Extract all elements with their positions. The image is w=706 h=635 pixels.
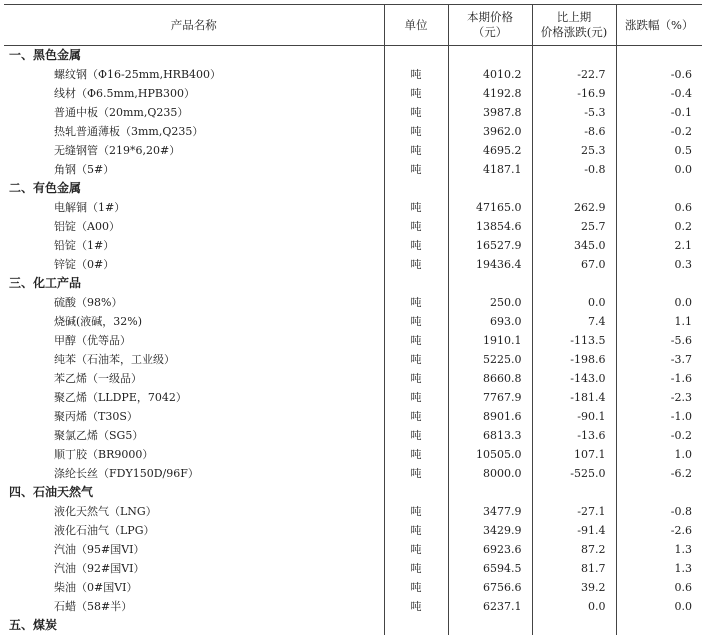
unit-cell: 吨 (384, 350, 448, 369)
price-change-cell: 81.7 (532, 559, 616, 578)
category-unit-empty (384, 483, 448, 502)
current-price-cell: 6813.3 (448, 426, 532, 445)
product-name: 液化石油气（LPG） (4, 521, 384, 540)
category-title: 二、有色金属 (4, 179, 384, 198)
current-price-cell: 6756.6 (448, 578, 532, 597)
unit-cell: 吨 (384, 141, 448, 160)
table-row (4, 559, 702, 578)
product-name: 柴油（0#国VI） (4, 578, 384, 597)
product-name: 苯乙烯（一级品） (4, 369, 384, 388)
header-current-price-line1: 本期价格 (449, 10, 532, 25)
header-current-price-line2: （元） (449, 25, 532, 40)
current-price-cell: 4695.2 (448, 141, 532, 160)
change-percent-cell: -0.2 (616, 122, 702, 141)
change-percent-cell: 0.0 (616, 160, 702, 179)
price-change-cell: -525.0 (532, 464, 616, 483)
change-percent-cell: 0.2 (616, 217, 702, 236)
price-change-cell: -13.6 (532, 426, 616, 445)
table-row (4, 445, 702, 464)
product-name: 热轧普通薄板（3mm,Q235） (4, 122, 384, 141)
category-pct-empty (616, 616, 702, 635)
current-price-cell: 13854.6 (448, 217, 532, 236)
product-name: 铅锭（1#） (4, 236, 384, 255)
category-unit-empty (384, 616, 448, 635)
product-name: 角钢（5#） (4, 160, 384, 179)
current-price-cell: 1910.1 (448, 331, 532, 350)
header-current-price (448, 5, 532, 46)
product-name: 纯苯（石油苯，工业级） (4, 350, 384, 369)
unit-cell: 吨 (384, 559, 448, 578)
unit-cell: 吨 (384, 464, 448, 483)
unit-cell: 吨 (384, 122, 448, 141)
category-price-empty (448, 46, 532, 66)
unit-cell: 吨 (384, 65, 448, 84)
price-change-cell: -91.4 (532, 521, 616, 540)
product-name: 汽油（92#国VI） (4, 559, 384, 578)
category-price-empty (448, 616, 532, 635)
product-name: 硫酸（98%） (4, 293, 384, 312)
unit-cell: 吨 (384, 331, 448, 350)
price-change-cell: -5.3 (532, 103, 616, 122)
unit-cell: 吨 (384, 293, 448, 312)
price-change-cell: 39.2 (532, 578, 616, 597)
price-change-cell: 0.0 (532, 597, 616, 616)
current-price-cell: 4187.1 (448, 160, 532, 179)
category-change-empty (532, 483, 616, 502)
change-percent-cell: -0.8 (616, 502, 702, 521)
product-name: 锌锭（0#） (4, 255, 384, 274)
price-change-cell: 345.0 (532, 236, 616, 255)
header-price-change-line1: 比上期 (533, 10, 616, 25)
change-percent-cell: -0.2 (616, 426, 702, 445)
price-change-cell: 7.4 (532, 312, 616, 331)
table-row (4, 521, 702, 540)
current-price-cell: 6594.5 (448, 559, 532, 578)
change-percent-cell: -3.7 (616, 350, 702, 369)
table-row (4, 331, 702, 350)
category-row (4, 616, 702, 635)
table-row (4, 407, 702, 426)
table-row (4, 426, 702, 445)
price-change-cell: 67.0 (532, 255, 616, 274)
table-row (4, 84, 702, 103)
unit-cell: 吨 (384, 198, 448, 217)
change-percent-cell: -6.2 (616, 464, 702, 483)
table-row (4, 255, 702, 274)
table-row (4, 236, 702, 255)
table-row (4, 198, 702, 217)
product-name: 普通中板（20mm,Q235） (4, 103, 384, 122)
table-row (4, 141, 702, 160)
change-percent-cell: 0.0 (616, 597, 702, 616)
price-change-cell: -143.0 (532, 369, 616, 388)
change-percent-cell: -0.4 (616, 84, 702, 103)
unit-cell: 吨 (384, 540, 448, 559)
current-price-cell: 47165.0 (448, 198, 532, 217)
current-price-cell: 4010.2 (448, 65, 532, 84)
table-row (4, 350, 702, 369)
unit-cell: 吨 (384, 312, 448, 331)
category-change-empty (532, 46, 616, 66)
unit-cell: 吨 (384, 407, 448, 426)
product-name: 甲醇（优等品） (4, 331, 384, 350)
price-change-cell: -22.7 (532, 65, 616, 84)
category-row (4, 274, 702, 293)
table-row (4, 597, 702, 616)
category-unit-empty (384, 274, 448, 293)
unit-cell: 吨 (384, 502, 448, 521)
header-change-percent: 涨跌幅（%） (616, 5, 702, 46)
product-name: 涤纶长丝（FDY150D/96F） (4, 464, 384, 483)
category-title: 一、黑色金属 (4, 46, 384, 66)
current-price-cell: 3429.9 (448, 521, 532, 540)
table-body (4, 46, 702, 635)
unit-cell: 吨 (384, 84, 448, 103)
unit-cell: 吨 (384, 217, 448, 236)
unit-cell: 吨 (384, 236, 448, 255)
product-name: 汽油（95#国VI） (4, 540, 384, 559)
category-pct-empty (616, 274, 702, 293)
category-price-empty (448, 179, 532, 198)
change-percent-cell: 1.0 (616, 445, 702, 464)
price-change-cell: 262.9 (532, 198, 616, 217)
change-percent-cell: -5.6 (616, 331, 702, 350)
unit-cell: 吨 (384, 445, 448, 464)
category-change-empty (532, 179, 616, 198)
category-change-empty (532, 274, 616, 293)
current-price-cell: 6237.1 (448, 597, 532, 616)
table-row (4, 293, 702, 312)
table-row (4, 122, 702, 141)
table-row (4, 160, 702, 179)
current-price-cell: 8000.0 (448, 464, 532, 483)
table-row (4, 388, 702, 407)
product-name: 聚氯乙烯（SG5） (4, 426, 384, 445)
table-row (4, 578, 702, 597)
category-row (4, 483, 702, 502)
product-name: 电解铜（1#） (4, 198, 384, 217)
table-row (4, 217, 702, 236)
unit-cell: 吨 (384, 103, 448, 122)
header-unit: 单位 (384, 5, 448, 46)
price-change-cell: 107.1 (532, 445, 616, 464)
current-price-cell: 693.0 (448, 312, 532, 331)
change-percent-cell: -0.6 (616, 65, 702, 84)
price-change-cell: 25.3 (532, 141, 616, 160)
table-row (4, 369, 702, 388)
unit-cell: 吨 (384, 255, 448, 274)
product-name: 铝锭（A00） (4, 217, 384, 236)
unit-cell: 吨 (384, 160, 448, 179)
price-change-cell: -27.1 (532, 502, 616, 521)
product-name: 石蜡（58#半） (4, 597, 384, 616)
current-price-cell: 8660.8 (448, 369, 532, 388)
table-row (4, 103, 702, 122)
unit-cell: 吨 (384, 388, 448, 407)
category-pct-empty (616, 483, 702, 502)
category-row (4, 179, 702, 198)
change-percent-cell: 0.3 (616, 255, 702, 274)
category-title: 五、煤炭 (4, 616, 384, 635)
price-change-cell: -8.6 (532, 122, 616, 141)
unit-cell: 吨 (384, 369, 448, 388)
price-change-cell: -113.5 (532, 331, 616, 350)
change-percent-cell: 0.0 (616, 293, 702, 312)
price-change-cell: -0.8 (532, 160, 616, 179)
table-row (4, 464, 702, 483)
change-percent-cell: 0.6 (616, 198, 702, 217)
change-percent-cell: -2.3 (616, 388, 702, 407)
category-title: 四、石油天然气 (4, 483, 384, 502)
current-price-cell: 8901.6 (448, 407, 532, 426)
header-product-name: 产品名称 (4, 5, 384, 46)
product-name: 烧碱(液碱，32%) (4, 312, 384, 331)
current-price-cell: 3477.9 (448, 502, 532, 521)
product-name: 螺纹钢（Φ16-25mm,HRB400） (4, 65, 384, 84)
price-table (4, 4, 702, 635)
current-price-cell: 4192.8 (448, 84, 532, 103)
price-change-cell: -181.4 (532, 388, 616, 407)
change-percent-cell: 1.3 (616, 540, 702, 559)
price-change-cell: -90.1 (532, 407, 616, 426)
category-unit-empty (384, 179, 448, 198)
current-price-cell: 250.0 (448, 293, 532, 312)
current-price-cell: 3962.0 (448, 122, 532, 141)
change-percent-cell: -1.0 (616, 407, 702, 426)
category-price-empty (448, 274, 532, 293)
change-percent-cell: 2.1 (616, 236, 702, 255)
category-pct-empty (616, 179, 702, 198)
current-price-cell: 10505.0 (448, 445, 532, 464)
category-title: 三、化工产品 (4, 274, 384, 293)
change-percent-cell: -1.6 (616, 369, 702, 388)
unit-cell: 吨 (384, 597, 448, 616)
product-name: 聚乙烯（LLDPE，7042） (4, 388, 384, 407)
table-row (4, 312, 702, 331)
current-price-cell: 3987.8 (448, 103, 532, 122)
price-change-cell: 87.2 (532, 540, 616, 559)
change-percent-cell: -2.6 (616, 521, 702, 540)
change-percent-cell: 0.5 (616, 141, 702, 160)
product-name: 线材（Φ6.5mm,HPB300） (4, 84, 384, 103)
product-name: 聚丙烯（T30S） (4, 407, 384, 426)
product-name: 液化天然气（LNG） (4, 502, 384, 521)
product-name: 无缝钢管（219*6,20#） (4, 141, 384, 160)
price-change-cell: 25.7 (532, 217, 616, 236)
header-price-change-line2: 价格涨跌(元) (533, 25, 616, 40)
price-change-cell: -16.9 (532, 84, 616, 103)
current-price-cell: 16527.9 (448, 236, 532, 255)
unit-cell: 吨 (384, 426, 448, 445)
table-row (4, 540, 702, 559)
category-change-empty (532, 616, 616, 635)
current-price-cell: 7767.9 (448, 388, 532, 407)
table-row (4, 502, 702, 521)
category-pct-empty (616, 46, 702, 66)
price-change-cell: -198.6 (532, 350, 616, 369)
table-row (4, 65, 702, 84)
unit-cell: 吨 (384, 521, 448, 540)
category-price-empty (448, 483, 532, 502)
current-price-cell: 5225.0 (448, 350, 532, 369)
category-unit-empty (384, 46, 448, 66)
price-change-cell: 0.0 (532, 293, 616, 312)
change-percent-cell: 1.1 (616, 312, 702, 331)
product-name: 顺丁胶（BR9000） (4, 445, 384, 464)
table-header (4, 5, 702, 46)
current-price-cell: 6923.6 (448, 540, 532, 559)
change-percent-cell: 0.6 (616, 578, 702, 597)
change-percent-cell: 1.3 (616, 559, 702, 578)
category-row (4, 46, 702, 66)
unit-cell: 吨 (384, 578, 448, 597)
header-price-change (532, 5, 616, 46)
current-price-cell: 19436.4 (448, 255, 532, 274)
change-percent-cell: -0.1 (616, 103, 702, 122)
